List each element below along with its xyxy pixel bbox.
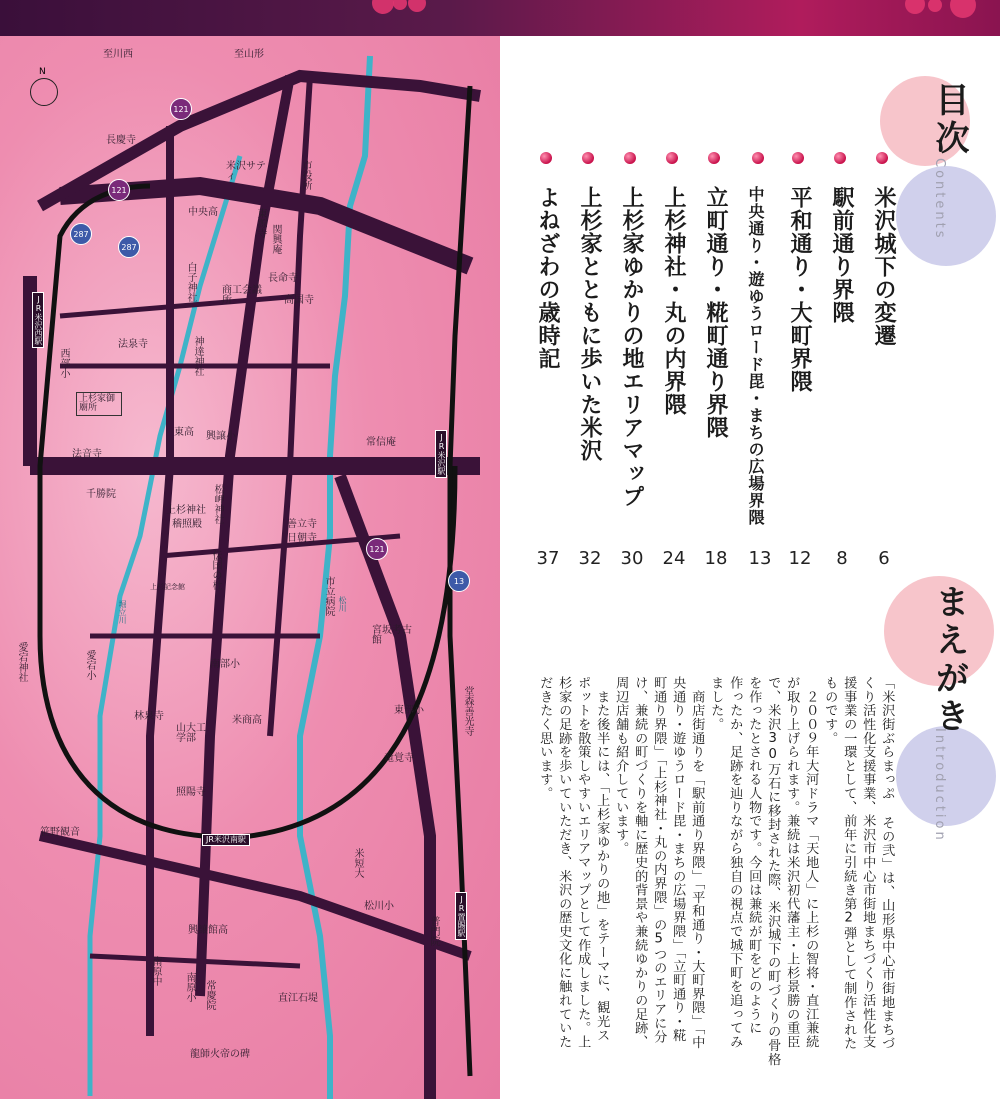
map-label: 常信庵: [366, 437, 396, 448]
map-label: 高国寺: [284, 295, 314, 306]
river-label: 堀立川: [118, 600, 127, 624]
station-yonezawa[interactable]: JR米沢駅: [435, 430, 447, 478]
map-label: 東部小: [394, 705, 424, 716]
route-287-shield: 287: [70, 223, 92, 245]
map-label: 日朝寺: [287, 533, 317, 544]
map-label: 伝国の杜: [210, 550, 221, 590]
station-yonezawa-nishi[interactable]: JR米沢西駅: [32, 292, 44, 348]
map-label: 東高: [174, 427, 194, 438]
route-121-shield: 121: [108, 179, 130, 201]
decor-dot: [393, 0, 407, 10]
map-label: 南原小: [184, 972, 195, 1002]
preface-line: 周辺店舗も紹介しています。: [613, 676, 629, 856]
toc-item[interactable]: 上杉家ゆかりの地エリアマップ 30: [616, 186, 646, 566]
map-label: 関興庵: [270, 224, 281, 254]
bullet-icon: [792, 152, 804, 164]
preface-line: ポットを散策しやすいエリアマップとして作成しました。上: [575, 676, 591, 1049]
road-minor: [60, 296, 300, 316]
station-oitama[interactable]: JR置賜駅: [455, 892, 467, 940]
preface-subheading: Introduction: [932, 728, 947, 843]
bullet-icon: [708, 152, 720, 164]
preface-line: け、兼続の町づくりを軸に歴史的背景や兼続ゆかりの足跡、: [632, 676, 648, 1049]
preface-line: を作ったとされる人物です。今回は兼続が町をどのように: [746, 676, 762, 1035]
station-yonezawa-minami[interactable]: JR米沢南駅: [202, 834, 250, 846]
map-label: 長命寺: [268, 273, 298, 284]
route-121-shield: 121: [366, 538, 388, 560]
bullet-icon: [582, 152, 594, 164]
map-label: 上杉記念館: [150, 583, 185, 591]
decor-dot: [372, 0, 394, 14]
toc-item[interactable]: 上杉神社・丸の内界隈 24: [658, 186, 688, 566]
map-label: 白子神社: [185, 262, 196, 302]
map-label: 上杉神社: [166, 505, 206, 516]
map-label: 市立病院: [323, 576, 334, 616]
map-label: 南原中: [150, 956, 161, 986]
bullet-icon: [752, 152, 764, 164]
route-121-shield: 121: [170, 98, 192, 120]
preface-line: ２００９年大河ドラマ「天地人」に上杉の智将・直江兼続: [803, 676, 819, 1049]
preface-line: で、米沢30万石に移封された際、米沢城下の町づくりの骨格: [765, 676, 781, 1066]
map-label: 法泉寺: [118, 339, 148, 350]
map-label: 西部小: [58, 348, 69, 378]
map-label: 直江石堤: [278, 993, 318, 1004]
map-label: 竜覚寺: [384, 753, 414, 764]
bullet-icon: [540, 152, 552, 164]
map-label: 堂森善光寺: [462, 686, 473, 736]
map-label: 神達神社: [192, 336, 203, 376]
map-label: 龍師火帝の碑: [190, 1049, 250, 1060]
toc-item[interactable]: 米沢城下の変遷 6: [868, 186, 898, 566]
preface-line: くり活性化支援事業、米沢市中心市街地まちづくり活性化支: [860, 676, 876, 1049]
map-label: 中央高: [188, 207, 218, 218]
map-label: 興譲小: [206, 431, 236, 442]
map-label: 米商高: [232, 715, 262, 726]
bullet-icon: [876, 152, 888, 164]
bullet-icon: [666, 152, 678, 164]
map-label: 米短大: [352, 848, 363, 878]
map-label: 愛宕小: [84, 650, 95, 680]
preface-line: 商店街通りを「駅前通り界隈」「平和通り・大町界隈」「中: [689, 676, 705, 1050]
map-label: 山大工学部: [176, 723, 206, 744]
preface-line: 「米沢街ぶらまっぷ その弐」は、山形県中心市街地まちづ: [879, 676, 895, 1051]
preface-line: 町通り界隈」「上杉神社・丸の内界隈」の5つのエリアに分: [651, 676, 667, 1044]
map-label: 照陽寺: [176, 787, 206, 798]
toc-heading: 目次: [929, 82, 969, 158]
preface-line: 杉家の足跡を歩いていただき、米沢の歴史文化に触れていた: [556, 676, 572, 1049]
map-label: 普門院: [428, 916, 439, 946]
map-label: 善立寺: [287, 519, 317, 530]
map-label: 東源寺: [255, 208, 266, 238]
town-map[interactable]: [0, 36, 500, 1099]
decor-dot: [408, 0, 426, 12]
map-label: 長慶寺: [106, 135, 136, 146]
map-label: 至川西: [103, 49, 133, 60]
toc-item[interactable]: 上杉家とともに歩いた米沢 32: [574, 186, 604, 566]
map-label: 法音寺: [72, 449, 102, 460]
map-label: 松岬神社: [212, 484, 223, 524]
map-label: 笹野観音: [40, 827, 80, 838]
map-label: 宮坂考古館: [372, 625, 412, 646]
route-287-shield: 287: [118, 236, 140, 258]
road-ne: [340, 476, 430, 1099]
preface-line: 作ったか、足跡を辿りながら独自の視点で城下町を追ってみ: [727, 676, 743, 1049]
river-label: 松川: [338, 596, 347, 612]
preface-line: ました。: [708, 676, 724, 732]
north-compass-icon: N: [30, 78, 58, 106]
road-minor: [90, 956, 300, 966]
map-label: 愛宕神社: [16, 642, 27, 682]
toc-subheading: Contents: [932, 158, 947, 241]
toc-item[interactable]: 平和通り・大町界隈 12: [784, 186, 814, 566]
decor-dot: [928, 0, 942, 12]
preface-line: 援事業の一環として、前年に引続き第2弾として制作された: [841, 676, 857, 1051]
preface-line: だきたく思います。: [537, 676, 553, 801]
header-banner: [0, 0, 1000, 36]
preface-line: が取り上げられます。兼続は米沢初代藩主・上杉景勝の重臣: [784, 676, 800, 1049]
map-label: 米沢サティ: [226, 161, 266, 182]
bullet-icon: [834, 152, 846, 164]
map-label: 林泉寺: [134, 711, 164, 722]
map-label: 南部小: [210, 659, 240, 670]
toc-item[interactable]: 中央通り・遊ゆうロード毘・まちの広場界隈 13: [744, 186, 774, 566]
preface-line: また後半には、「上杉家ゆかりの地」をテーマに、観光ス: [594, 676, 610, 1042]
decor-dot: [950, 0, 976, 18]
preface-line: 央通り・遊ゆうロード毘・まちの広場界隈」「立町通り・糀: [670, 676, 686, 1042]
map-label[interactable]: 上杉家御廟所: [76, 392, 122, 416]
toc-item[interactable]: 駅前通り界隈 8: [826, 186, 856, 566]
toc-item[interactable]: 立町通り・糀町通り界隈 18: [700, 186, 730, 566]
map-label: 興譲館高: [188, 925, 228, 936]
map-label: 常慶院: [204, 980, 215, 1010]
road-south: [40, 836, 470, 956]
decor-dot: [905, 0, 925, 14]
content-panel: [500, 36, 1000, 1099]
map-label: 稽照殿: [172, 519, 202, 530]
preface-line: ものです。: [822, 676, 838, 745]
map-roads-svg: [0, 36, 500, 1099]
route-13-shield: 13: [448, 570, 470, 592]
toc-item[interactable]: よねざわの歳時記 37: [532, 186, 562, 566]
preface-heading: まえがき: [929, 584, 969, 736]
map-label: 市役所: [300, 160, 311, 190]
map-label: 至山形: [234, 49, 264, 60]
bullet-icon: [624, 152, 636, 164]
map-label: 松川小: [364, 901, 394, 912]
road-ns-3: [150, 126, 170, 1036]
map-label: 千勝院: [86, 489, 116, 500]
map-label: 商工会議所: [222, 285, 262, 306]
